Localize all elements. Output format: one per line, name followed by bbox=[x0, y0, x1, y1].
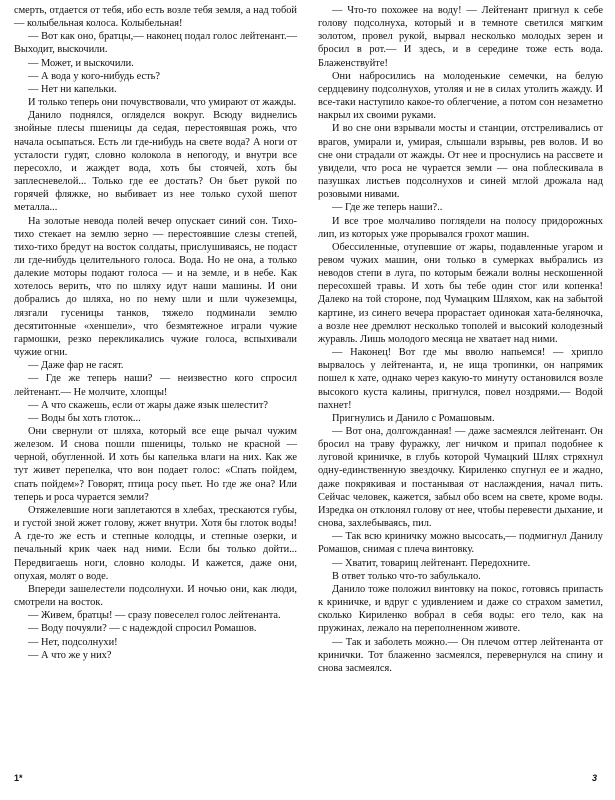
paragraph: — А что скажешь, если от жары даже язык шелестит? bbox=[28, 399, 268, 411]
paragraph: — Живем, братцы! — сразу повеселел голос лейтенанта. bbox=[28, 610, 281, 622]
paragraph: И во сне они взрывали мосты и станции, отстреливались от врагов, умирали и, умирая, слышали взрывы, рев волов. И во сне они страдали от жажды. От нее и проснулись на рассвете и увидели, что роса не чурается земли — она поблескивала в пазушках листьев подсолнухов и синей мглой дрожала над розовыми нивами. bbox=[318, 123, 603, 201]
page-number: 3 bbox=[592, 773, 598, 783]
paragraph: — Где же теперь наши? — неизвестно кого спросил лейтенант.— Не молчите, хлопцы! bbox=[14, 373, 297, 398]
paragraph: Данило тоже положил винтовку на покос, готовясь припасть к криничке, и вдруг с удивлением и даже со страхом заметил, сколько Кириленко вобрал в себя воды: его тело, как на пружинах, лежало на переполненном животе. bbox=[318, 583, 603, 635]
paragraph: — Воды бы хоть глоток... bbox=[28, 412, 141, 424]
paragraph: Пригнулись и Данило с Ромашовым. bbox=[332, 412, 495, 424]
paragraph: — Может, и выскочили. bbox=[28, 57, 134, 69]
paragraph: Они набросились на молоденькие семечки, на белую сердцевину подсолнухов, утоляя и не в силах утолить жажду. И все-таки наступило какое-то облегчение, а потом сон незаметно накрыл их своими руками. bbox=[318, 70, 603, 122]
paragraph: — А вода у кого-нибудь есть? bbox=[28, 70, 161, 82]
paragraph: И все трое молчаливо поглядели на полосу придорожных лип, из которых уже прорывался грохот машин. bbox=[318, 215, 603, 240]
paragraph: И только теперь они почувствовали, что умирают от жажды. bbox=[28, 97, 297, 109]
paragraph: — Так всю криничку можно высосать,— подмигнул Данилу Ромашов, снимая с плеча винтовку. bbox=[318, 531, 603, 556]
paragraph: Данило поднялся, огляделся вокруг. Всюду виднелись знойные плесы пшеницы да седая, перестоявшая рожь, что начала осыпаться. Есть ли где-нибудь на свете вода? А ноги от усталости гудят, словно колокола в непогоду, и внутри все пересохло, и жаждет вода, хоть бы стоячей, хоть бы заплесневелой... Только где ее достать? Он бьет рукой по горячей фляжке, но выбивает из нее только сухой шепот металла... bbox=[14, 110, 297, 214]
paragraph: — Вот она, долгожданная! — даже засмеялся лейтенант. Он бросил на траву фуражку, лег ничком и припал подобнее к луговой криничке, в глубь которой Чумацкий Шлях стряхнул одну-единственную звездочку. Кириленко спугнул ее и жадно, даже покрякивая и постанывая от наслаждения, начал пить. Сейчас человек, кажется, забыл обо всем на свете, кроме воды. Изредка он отклонял голову от нее, чтобы перевести дыхание, и снова, захлебываясь, пил. bbox=[318, 426, 603, 530]
paragraph: — Воду почуяли? — с надеждой спросил Ромашов. bbox=[28, 623, 257, 635]
paragraph: — Хватит, товарищ лейтенант. Передохните. bbox=[332, 557, 531, 569]
paragraph: — Нет ни капельки. bbox=[28, 83, 117, 95]
paragraph: — Даже фар не гасят. bbox=[28, 360, 124, 372]
paragraph: — Наконец! Вот где мы вволю напьемся! — хрипло вырвалось у лейтенанта, и, не ища тропинки, он напрямик пошел к хате, однако через какую-то минуту остановился возле высокого куста калины, пригнулся, повел ноздрями.— Водой пахнет! bbox=[318, 347, 603, 411]
paragraph: — Так и заболеть можно.— Он плечом оттер лейтенанта от кринички. Тот блаженно засмеялся, перевернулся на спину и снова засмеялся. bbox=[318, 636, 603, 674]
paragraph: Отяжелевшие ноги заплетаются в хлебах, трескаются губы, и густой зной жжет голову, жжет внутри. Хотя бы глоток воды! А где-то же есть и степные колодцы, и степные озерки, и печальный крик чаек над ними. Если бы только дойти... Передвигаешь ноги, словно колоды. И кажется, даже они, опухая, молят о воде. bbox=[14, 504, 297, 582]
paragraph: — Что-то похожее на воду! — Лейтенант пригнул к себе голову подсолнуха, который и в темноте светился мягким золотом, провел рукой, вырвал несколько молодых зерен и бросил в рот.— И здесь, и в середине тоже есть вода. Блаженствуйте! bbox=[318, 5, 603, 69]
paragraph: — А что же у них? bbox=[28, 649, 112, 661]
paragraph: — Нет, подсолнухи! bbox=[28, 636, 118, 648]
paragraph: Впереди зашелестели подсолнухи. И ночью они, как люди, смотрели на восток. bbox=[14, 583, 297, 609]
paragraph: В ответ только что-то забулькало. bbox=[332, 570, 481, 582]
paragraph: — Вот как оно, братцы,— наконец подал голос лейтенант.— Выходит, выскочили. bbox=[14, 31, 297, 56]
paragraph: На золотые невода полей вечер опускает синий сон. Тихо-тихо стекает на землю зерно — перестоявшие слезы степей, тихо-тихо бредут на восток солдаты, прислушиваясь, не подаст ли где-нибудь целительного голоса. Вода. Но не она, а только далекие моторы подают голоса — и на земле, и в небе. Как хотелось верить, что по шляху идут наши машины. И они добрались до шляха, но по нему шли и шли чужеземцы, лязгали гусеницы танков, тяжело подминали землю десятитонные «хеншели», что безмятежное играли чужие гармошки, резко перекликались чужие голоса, вспыхивали чужие огни. bbox=[14, 215, 297, 359]
paragraph: Они свернули от шляха, который все еще рычал чужим железом. И снова пошли пшеницы, только не красной — черной, обугленной. И хоть бы капелька влаги на них. Как же тут живет перепелка, что вон подает голос: «Спать пойдем, спать пойдем»? Говорят, птица росу пьет. Но где же она? Или теперь и роса чурается земли? bbox=[14, 426, 297, 503]
paragraph: — Где же теперь наши?.. bbox=[332, 202, 443, 214]
right-text-column bbox=[318, 4, 603, 675]
left-text-column bbox=[14, 4, 297, 662]
paragraph: смерть, отдается от тебя, ибо есть возле тебя земля, а над тобой — колыбельная колоса. Колыбельная! bbox=[14, 5, 297, 30]
printer-signature-mark: 1* bbox=[14, 773, 23, 783]
paragraph: Обессиленные, отупевшие от жары, подавленные угаром и ревом чужих машин, они только в сумерках выбрались из неводов степи в луга, по которым бежали волны нескошенной пересохшей травы. И хоть бы тебе один стог или копенка! Далеко на той стороне, под Чумацким Шляхом, как на забытой картине, из синего вечера прорастает одинокая хата-беляночка, а возле нее дремлют несколько тополей и высокий колодезный журавль. Лишь молодого месяца не хватает над ними. bbox=[318, 241, 603, 345]
